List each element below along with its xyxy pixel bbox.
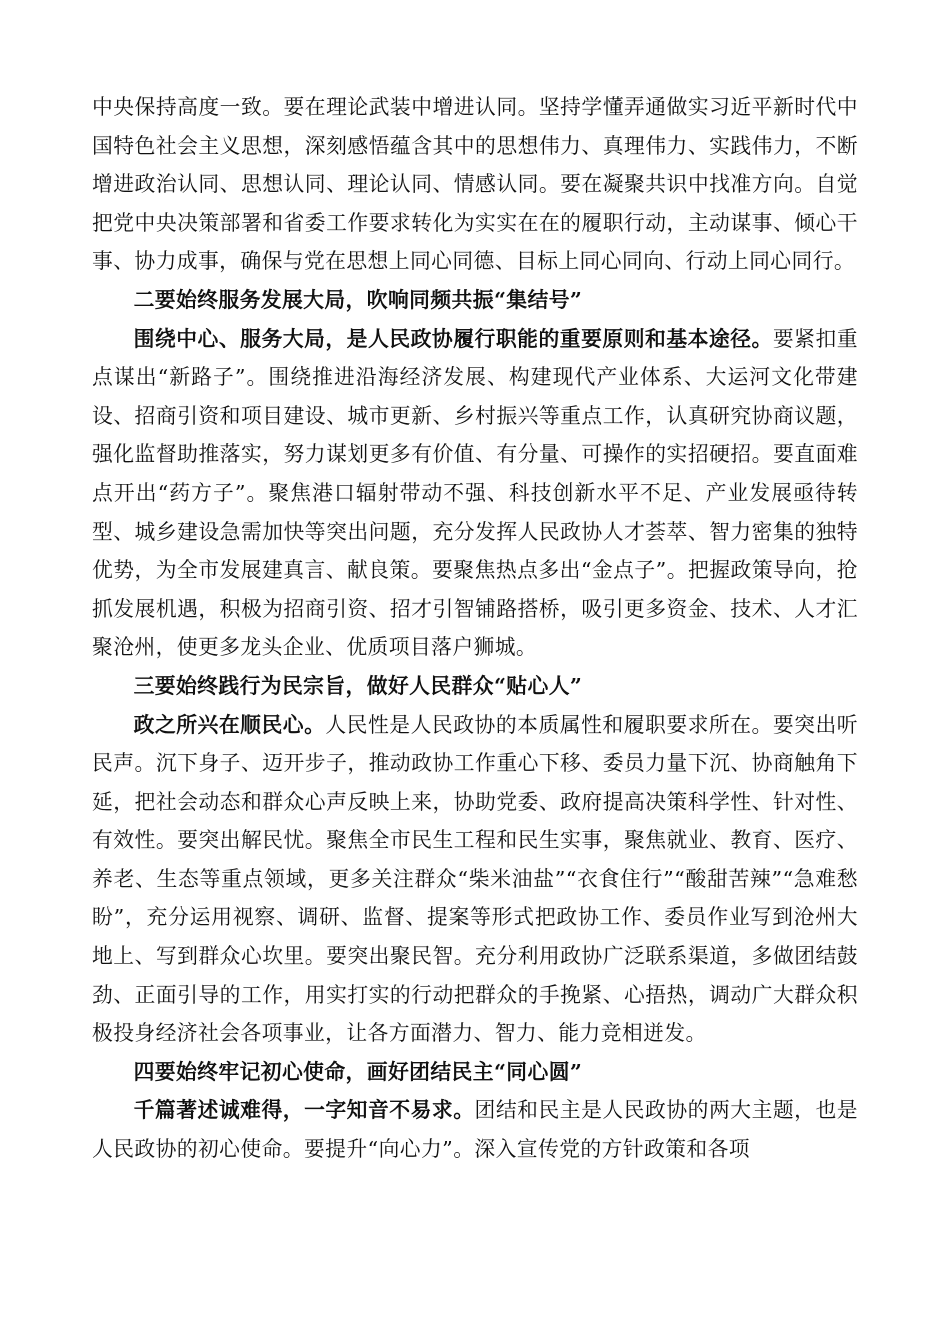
section-heading-4: 四要始终牢记初心使命，画好团结民主“同心圆”: [133, 1058, 583, 1084]
section-heading-2: 二要始终服务发展大局，吹响同频共振“集结号”: [133, 286, 583, 312]
paragraph-body-4: 团结和民主是人民政协的两大主题，也是人民政协的初心使命。要提升“向心力”。深入宣传党的方针政策和各项: [92, 1098, 858, 1162]
paragraph-body-2: 要紧扣重点谋出“新路子”。围绕推进沿海经济发展、构建现代产业体系、大运河文化带建设、招商引资和项目建设、城市更新、乡村振兴等重点工作，认真研究协商议题，强化监督助推落实，努力谋划更多有价值、有分量、可操作的实招硬招。要直面难点开出“药方子”。聚焦港口辐射带动不强、科技创新水平不足、产业发展亟待转型、城乡建设急需加快等突出问题，充分发挥人民政协人才荟萃、智力密集的独特优势，为全市发展建真言、献良策。要聚焦热点多出“金点子”。把握政策导向，抢抓发展机遇，积极为招商引资、招才引智铺路搭桥，吸引更多资金、技术、人才汇聚沧州，使更多龙头企业、优质项目落户狮城。: [92, 326, 858, 660]
paragraph-section-2: [92, 320, 858, 667]
section-heading-3: 三要始终践行为民宗旨，做好人民群众“贴心人”: [133, 672, 583, 698]
paragraph-section-3: [92, 706, 858, 1053]
document-body: [92, 88, 858, 1169]
paragraph-continuation: 中央保持高度一致。要在理论武装中增进认同。坚持学懂弄通做实习近平新时代中国特色社会主义思想，深刻感悟蕴含其中的思想伟力、真理伟力、实践伟力，不断增进政治认同、思想认同、理论认同、情感认同。要在凝聚共识中找准方向。自觉把党中央决策部署和省委工作要求转化为实实在在的履职行动，主动谋事、倾心干事、协力成事，确保与党在思想上同心同德、目标上同心同向、行动上同心同行。: [92, 95, 858, 274]
paragraph-lead-2: 围绕中心、服务大局，是人民政协履行职能的重要原则和基本途径。: [133, 325, 773, 351]
paragraph-lead-3: 政之所兴在顺民心。: [133, 711, 326, 737]
paragraph-body-3: 人民性是人民政协的本质属性和履职要求所在。要突出听民声。沉下身子、迈开步子，推动政协工作重心下移、委员力量下沉、协商触角下延，把社会动态和群众心声反映上来，协助党委、政府提高决策科学性、针对性、有效性。要突出解民忧。聚焦全市民生工程和民生实事，聚焦就业、教育、医疗、养老、生态等重点领域，更多关注群众“柴米油盐”“衣食住行”“酸甜苦辣”“急难愁盼”，充分运用视察、调研、监督、提案等形式把政协工作、委员作业写到沧州大地上、写到群众心坎里。要突出聚民智。充分利用政协广泛联系渠道，多做团结鼓劲、正面引导的工作，用实打实的行动把群众的手挽紧、心捂热，调动广大群众积极投身经济社会各项事业，让各方面潜力、智力、能力竞相迸发。: [92, 712, 858, 1046]
paragraph-section-4: [92, 1091, 858, 1168]
paragraph-lead-4: 千篇著述诚难得，一字知音不易求。: [133, 1097, 475, 1123]
